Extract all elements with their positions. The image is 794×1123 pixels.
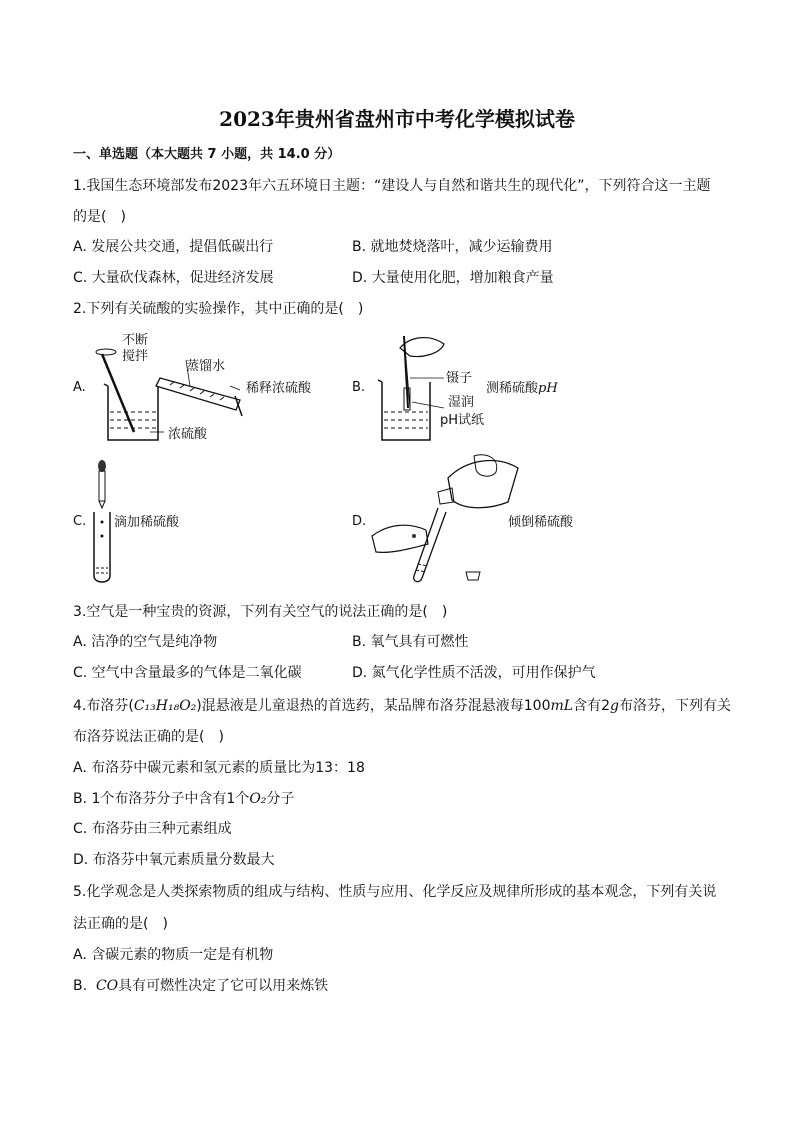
q1-option-a[interactable]: A. 发展公共交通，提倡低碳出行 [73,239,274,255]
q3-option-b[interactable]: B. 氧气具有可燃性 [352,634,469,650]
tweezers-label: 镊子 [446,371,473,386]
question-5-stem: 5.化学观念是人类探索物质的组成与结构、性质与应用、化学反应及规律所形成的基本观念，下列有关说 [73,884,717,900]
q4-option-c[interactable]: C. 布洛芬由三种元素组成 [73,821,232,837]
wet-label: 湿润 [448,395,475,410]
question-5-stem-cont: 法正确的是( ) [73,916,168,932]
q4-option-d[interactable]: D. 布洛芬中氧元素质量分数最大 [73,852,275,868]
section-heading: 一、单选题（本大题共 7 小题，共 14.0 分） [73,147,341,162]
q4-option-a[interactable]: A. 布洛芬中碳元素和氢元素的质量比为13：18 [73,760,365,776]
q5-option-b[interactable]: B. CO具有可燃性决定了它可以用来炼铁 [73,978,329,994]
stir-label-2: 搅拌 [122,349,149,364]
q2-option-a-letter[interactable]: A. [73,380,86,395]
water-label: 蒸馏水 [186,359,226,374]
q3-option-c[interactable]: C. 空气中含量最多的气体是二氧化碳 [73,665,302,681]
acid-label: 浓硫酸 [168,427,208,442]
q4-option-b[interactable]: B. 1个布洛芬分子中含有1个O₂分子 [73,791,295,807]
page-title: 2023年贵州省盘州市中考化学模拟试卷 [219,107,575,131]
pouring-caption: 倾倒稀硫酸 [508,515,574,530]
dropper-caption: 滴加稀硫酸 [114,515,180,530]
q1-option-d[interactable]: D. 大量使用化肥，增加粮食产量 [352,270,554,286]
dropper-diagram [88,456,208,586]
q3-option-d[interactable]: D. 氮气化学性质不活泼，可用作保护气 [352,665,596,681]
q1-option-b[interactable]: B. 就地焚烧落叶，减少运输费用 [352,239,553,255]
question-4-stem: 4.布洛芬(C₁₃H₁₈O₂)混悬液是儿童退热的首选药，某品牌布洛芬混悬液每100mL含有2g布洛芬，下列有关 [73,698,731,714]
stir-label: 不断 [122,333,149,348]
q2-option-c-letter[interactable]: C. [73,514,87,529]
pouring-diagram [368,448,608,588]
q1-option-c[interactable]: C. 大量砍伐森林，促进经济发展 [73,270,274,286]
question-4-stem-cont: 布洛芬说法正确的是( ) [73,729,224,745]
dilution-caption: 稀释浓硫酸 [246,381,312,396]
ph-test-caption: 测稀硫酸pH [486,381,558,396]
q2-option-b-letter[interactable]: B. [352,380,366,395]
q3-option-a[interactable]: A. 洁净的空气是纯净物 [73,634,218,650]
ph-paper-label: pH试纸 [440,413,485,428]
dilution-diagram [90,328,330,448]
question-2-stem: 2.下列有关硫酸的实验操作，其中正确的是( ) [73,301,364,317]
question-3-stem: 3.空气是一种宝贵的资源，下列有关空气的说法正确的是( ) [73,604,448,620]
q2-option-d-letter[interactable]: D. [352,514,367,529]
ibuprofen-formula: C₁₃H₁₈O₂ [133,698,197,714]
question-1-stem: 1.我国生态环境部发布2023年六五环境日主题：“建设人与自然和谐共生的现代化”，下列符合这一主题 [73,178,711,194]
q5-option-a[interactable]: A. 含碳元素的物质一定是有机物 [73,947,274,963]
question-1-stem-cont: 的是( ) [73,209,126,225]
ph-test-diagram [370,328,570,448]
